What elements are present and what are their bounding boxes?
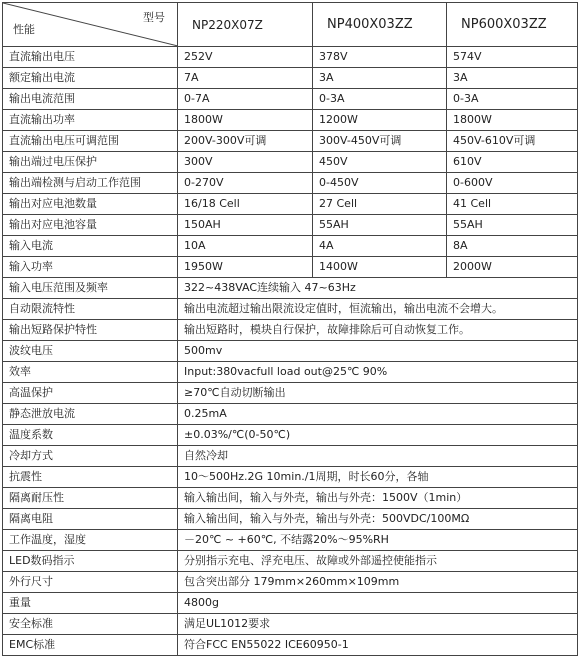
row-value: 610V (447, 152, 578, 173)
table-row (3, 215, 578, 236)
row-value: 500mv (178, 341, 578, 362)
table-row (3, 446, 578, 467)
table-row (3, 383, 578, 404)
corner-bottom-label: 性能 (13, 23, 35, 36)
row-value: 1800W (447, 110, 578, 131)
row-value: 8A (447, 236, 578, 257)
row-value: 10～500Hz.2G 10min./1周期，时长60分，各轴 (178, 467, 578, 488)
table-row (3, 89, 578, 110)
row-value: 输出电流超过输出限流设定值时，恒流输出，输出电流不会增大。 (178, 299, 578, 320)
table-row (3, 131, 578, 152)
row-value: 55AH (447, 215, 578, 236)
row-value: 322~438VAC连续输入 47~63Hz (178, 278, 578, 299)
row-label: 隔离耐压性 (3, 488, 178, 509)
table-row (3, 278, 578, 299)
table-row (3, 593, 578, 614)
row-label: 额定输出电流 (3, 68, 178, 89)
row-label: LED数码指示 (3, 551, 178, 572)
row-value: 1800W (178, 110, 313, 131)
row-value: 0-450V (313, 173, 447, 194)
row-value: 0-600V (447, 173, 578, 194)
row-label: 直流输出电压可调范围 (3, 131, 178, 152)
row-label: 效率 (3, 362, 178, 383)
model-1: NP220X07Z (178, 3, 313, 47)
row-label: 抗震性 (3, 467, 178, 488)
corner-cell (3, 3, 178, 47)
table-row (3, 572, 578, 593)
table-row (3, 551, 578, 572)
row-value: 55AH (313, 215, 447, 236)
row-value: 3A (313, 68, 447, 89)
row-value: 450V-610V可调 (447, 131, 578, 152)
row-value: 输入输出间，输入与外壳，输出与外壳：500VDC/100MΩ (178, 509, 578, 530)
row-value: 27 Cell (313, 194, 447, 215)
table-row (3, 47, 578, 68)
model-3: NP600X03ZZ (447, 3, 578, 47)
table-row (3, 467, 578, 488)
row-value: 1950W (178, 257, 313, 278)
row-value: 分别指示充电、浮充电压、故障或外部遥控使能指示 (178, 551, 578, 572)
table-row (3, 530, 578, 551)
table-row (3, 236, 578, 257)
table-row (3, 299, 578, 320)
row-label: 冷却方式 (3, 446, 178, 467)
row-value: 0-7A (178, 89, 313, 110)
row-value: 0.25mA (178, 404, 578, 425)
row-label: 输出对应电池容量 (3, 215, 178, 236)
row-value: 1200W (313, 110, 447, 131)
row-value: 3A (447, 68, 578, 89)
row-label: 直流输出电压 (3, 47, 178, 68)
row-value: 2000W (447, 257, 578, 278)
corner-top-label: 型号 (143, 11, 165, 24)
header-row (3, 3, 578, 47)
table-row (3, 257, 578, 278)
row-value: 150AH (178, 215, 313, 236)
row-value: 200V-300V可调 (178, 131, 313, 152)
row-value: Input:380vacfull load out@25℃ 90% (178, 362, 578, 383)
row-value: 10A (178, 236, 313, 257)
row-label: 自动限流特性 (3, 299, 178, 320)
row-value: 0-3A (447, 89, 578, 110)
row-value: 输入输出间，输入与外壳，输出与外壳：1500V（1min） (178, 488, 578, 509)
row-label: 输出端过电压保护 (3, 152, 178, 173)
table-row (3, 110, 578, 131)
row-label: 输入功率 (3, 257, 178, 278)
row-label: EMC标准 (3, 635, 178, 656)
row-value: 1400W (313, 257, 447, 278)
row-value: 0-3A (313, 89, 447, 110)
row-label: 波纹电压 (3, 341, 178, 362)
row-label: 重量 (3, 593, 178, 614)
row-label: 安全标准 (3, 614, 178, 635)
row-value: 252V (178, 47, 313, 68)
table-row (3, 635, 578, 656)
row-label: 工作温度，湿度 (3, 530, 178, 551)
row-value: 0-270V (178, 173, 313, 194)
row-label: 高温保护 (3, 383, 178, 404)
table-row (3, 425, 578, 446)
table-row (3, 68, 578, 89)
table-row (3, 488, 578, 509)
row-label: 隔离电阻 (3, 509, 178, 530)
row-value: 450V (313, 152, 447, 173)
row-value: 满足UL1012要求 (178, 614, 578, 635)
spec-table (2, 2, 578, 656)
row-value: 300V (178, 152, 313, 173)
row-label: 温度系数 (3, 425, 178, 446)
table-row (3, 404, 578, 425)
row-value: 自然冷却 (178, 446, 578, 467)
row-label: 输入电流 (3, 236, 178, 257)
table-row (3, 341, 578, 362)
row-value: 300V-450V可调 (313, 131, 447, 152)
row-value: 符合FCC EN55022 ICE60950-1 (178, 635, 578, 656)
table-row (3, 614, 578, 635)
row-label: 输出短路保护特性 (3, 320, 178, 341)
row-value: 输出短路时，模块自行保护，故障排除后可自动恢复工作。 (178, 320, 578, 341)
row-value: ≥70℃自动切断输出 (178, 383, 578, 404)
row-label: 输入电压范围及频率 (3, 278, 178, 299)
row-value: 574V (447, 47, 578, 68)
row-label: 输出端检测与启动工作范围 (3, 173, 178, 194)
row-value: ±0.03%/℃(0-50℃) (178, 425, 578, 446)
row-label: 外行尺寸 (3, 572, 178, 593)
table-row (3, 194, 578, 215)
row-label: 输出电流范围 (3, 89, 178, 110)
row-value: －20℃ ~ +60℃, 不结露20%～95%RH (178, 530, 578, 551)
table-row (3, 152, 578, 173)
row-value: 包含突出部分 179mm×260mm×109mm (178, 572, 578, 593)
row-value: 41 Cell (447, 194, 578, 215)
row-label: 输出对应电池数量 (3, 194, 178, 215)
row-value: 16/18 Cell (178, 194, 313, 215)
row-value: 7A (178, 68, 313, 89)
row-value: 378V (313, 47, 447, 68)
table-row (3, 320, 578, 341)
row-label: 直流输出功率 (3, 110, 178, 131)
table-row (3, 362, 578, 383)
row-value: 4A (313, 236, 447, 257)
table-row (3, 173, 578, 194)
row-value: 4800g (178, 593, 578, 614)
table-row (3, 509, 578, 530)
row-label: 静态泄放电流 (3, 404, 178, 425)
model-2: NP400X03ZZ (313, 3, 447, 47)
